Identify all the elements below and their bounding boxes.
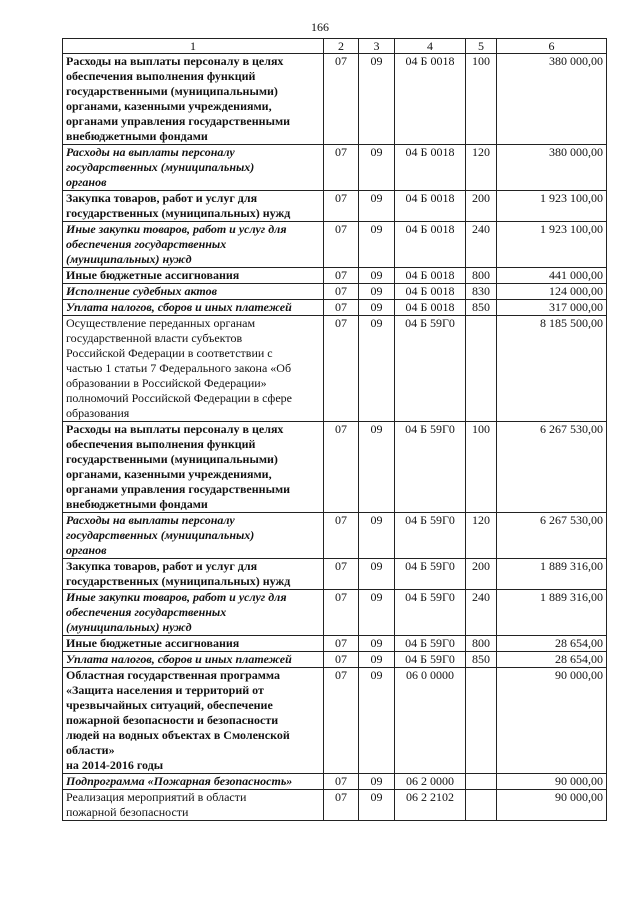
subsection-code: 09 [359,268,395,284]
column-header: 3 [359,39,395,54]
description-line: обеспечения государственных [66,605,227,619]
amount: 1 889 316,00 [497,590,607,636]
description-line: Расходы на выплаты персоналу [66,145,235,159]
description-line: органов [66,175,107,189]
description-line: образования [66,406,130,420]
table-row [63,284,607,300]
row-description [63,284,324,300]
target-article-code: 06 2 2102 [395,790,466,821]
description-line: людей на водных объектах в Смоленской [66,728,290,742]
row-description [63,191,324,222]
description-line: Уплата налогов, сборов и иных платежей [66,300,292,314]
amount: 124 000,00 [497,284,607,300]
section-code: 07 [324,668,359,774]
description-line: внебюджетными фондами [66,497,208,511]
subsection-code: 09 [359,54,395,145]
expense-type-code: 240 [466,590,497,636]
description-line: Расходы на выплаты персоналу [66,513,235,527]
expense-type-code [466,790,497,821]
expense-type-code: 800 [466,636,497,652]
description-line: на 2014-2016 годы [66,758,164,772]
column-header: 5 [466,39,497,54]
description-line: государственных (муниципальных) нужд [66,574,291,588]
subsection-code: 09 [359,222,395,268]
target-article-code: 04 Б 0018 [395,284,466,300]
amount: 6 267 530,00 [497,422,607,513]
table-row [63,513,607,559]
row-description [63,590,324,636]
row-description [63,636,324,652]
amount: 28 654,00 [497,652,607,668]
section-code: 07 [324,300,359,316]
table-row [63,652,607,668]
description-line: Осуществление переданных органам [66,316,256,330]
row-description [63,652,324,668]
description-line: Закупка товаров, работ и услуг для [66,559,258,573]
description-line: (муниципальных) нужд [66,620,192,634]
amount: 1 923 100,00 [497,222,607,268]
description-line: Областная государственная программа [66,668,281,682]
subsection-code: 09 [359,590,395,636]
amount: 1 889 316,00 [497,559,607,590]
subsection-code: 09 [359,636,395,652]
expense-type-code [466,668,497,774]
section-code: 07 [324,191,359,222]
page-number: 166 [311,20,329,34]
table-row [63,268,607,284]
expense-type-code: 850 [466,300,497,316]
description-line: Уплата налогов, сборов и иных платежей [66,652,292,666]
description-line: Реализация мероприятий в области [66,790,247,804]
section-code: 07 [324,590,359,636]
expense-type-code: 200 [466,191,497,222]
expense-type-code: 240 [466,222,497,268]
amount: 90 000,00 [497,668,607,774]
target-article-code: 04 Б 0018 [395,300,466,316]
expense-type-code: 100 [466,422,497,513]
target-article-code: 04 Б 0018 [395,54,466,145]
description-line: органами управления государственными [66,114,291,128]
row-description [63,774,324,790]
section-code: 07 [324,559,359,590]
description-line: государственных (муниципальных) [66,160,255,174]
table-row [63,636,607,652]
description-line: Иные бюджетные ассигнования [66,636,240,650]
table-row [63,559,607,590]
description-line: органов [66,543,107,557]
subsection-code: 09 [359,300,395,316]
description-line: Иные закупки товаров, работ и услуг для [66,222,287,236]
description-line: частью 1 статьи 7 Федерального закона «Об [66,361,292,375]
description-line: (муниципальных) нужд [66,252,192,266]
table-row [63,790,607,821]
section-code: 07 [324,316,359,422]
description-line: пожарной безопасности и безопасности [66,713,279,727]
table-row [63,316,607,422]
row-description [63,54,324,145]
target-article-code: 04 Б 0018 [395,222,466,268]
section-code: 07 [324,774,359,790]
section-code: 07 [324,636,359,652]
table-row [63,774,607,790]
row-description [63,316,324,422]
amount: 90 000,00 [497,790,607,821]
row-description [63,222,324,268]
amount: 90 000,00 [497,774,607,790]
description-line: государственных (муниципальных) нужд [66,206,291,220]
description-line: Расходы на выплаты персоналу в целях [66,422,284,436]
section-code: 07 [324,790,359,821]
target-article-code: 06 2 0000 [395,774,466,790]
section-code: 07 [324,222,359,268]
description-line: чрезвычайных ситуаций, обеспечение [66,698,273,712]
target-article-code: 04 Б 0018 [395,268,466,284]
section-code: 07 [324,145,359,191]
description-line: Российской Федерации в соответствии с [66,346,273,360]
description-line: обеспечения государственных [66,237,227,251]
expense-type-code [466,316,497,422]
amount: 380 000,00 [497,145,607,191]
subsection-code: 09 [359,668,395,774]
target-article-code: 04 Б 59Г0 [395,636,466,652]
table-row [63,222,607,268]
subsection-code: 09 [359,284,395,300]
row-description [63,513,324,559]
description-line: Подпрограмма «Пожарная безопасность» [66,774,293,788]
target-article-code: 04 Б 59Г0 [395,559,466,590]
row-description [63,268,324,284]
budget-table [62,38,607,821]
target-article-code: 04 Б 0018 [395,145,466,191]
table-row [63,668,607,774]
target-article-code: 04 Б 59Г0 [395,652,466,668]
subsection-code: 09 [359,422,395,513]
description-line: «Защита населения и территорий от [66,683,264,697]
description-line: пожарной безопасности [66,805,189,819]
section-code: 07 [324,422,359,513]
column-header: 4 [395,39,466,54]
description-line: Иные бюджетные ассигнования [66,268,240,282]
row-description [63,300,324,316]
subsection-code: 09 [359,774,395,790]
table-row [63,422,607,513]
column-header: 6 [497,39,607,54]
section-code: 07 [324,268,359,284]
row-description [63,422,324,513]
description-line: органами, казенными учреждениями, [66,99,272,113]
target-article-code: 04 Б 59Г0 [395,513,466,559]
description-line: области» [66,743,115,757]
expense-type-code: 850 [466,652,497,668]
expense-type-code: 120 [466,145,497,191]
section-code: 07 [324,652,359,668]
expense-type-code: 200 [466,559,497,590]
amount: 6 267 530,00 [497,513,607,559]
description-line: государственными (муниципальными) [66,84,278,98]
description-line: образовании в Российской Федерации» [66,376,267,390]
amount: 1 923 100,00 [497,191,607,222]
description-line: государственной власти субъектов [66,331,243,345]
subsection-code: 09 [359,790,395,821]
amount: 317 000,00 [497,300,607,316]
description-line: внебюджетными фондами [66,129,208,143]
description-line: Закупка товаров, работ и услуг для [66,191,258,205]
description-line: органами, казенными учреждениями, [66,467,272,481]
section-code: 07 [324,54,359,145]
section-code: 07 [324,284,359,300]
column-header: 2 [324,39,359,54]
description-line: полномочий Российской Федерации в сфере [66,391,292,405]
table-row [63,191,607,222]
amount: 28 654,00 [497,636,607,652]
amount: 8 185 500,00 [497,316,607,422]
row-description [63,668,324,774]
subsection-code: 09 [359,513,395,559]
section-code: 07 [324,513,359,559]
target-article-code: 04 Б 0018 [395,191,466,222]
subsection-code: 09 [359,652,395,668]
expense-type-code: 120 [466,513,497,559]
expense-type-code: 830 [466,284,497,300]
target-article-code: 04 Б 59Г0 [395,590,466,636]
target-article-code: 06 0 0000 [395,668,466,774]
subsection-code: 09 [359,316,395,422]
target-article-code: 04 Б 59Г0 [395,316,466,422]
table-row [63,54,607,145]
subsection-code: 09 [359,559,395,590]
table-row [63,145,607,191]
row-description [63,145,324,191]
description-line: Иные закупки товаров, работ и услуг для [66,590,287,604]
column-number-row [63,39,607,54]
row-description [63,559,324,590]
column-header: 1 [63,39,324,54]
table-row [63,300,607,316]
subsection-code: 09 [359,145,395,191]
description-line: обеспечения выполнения функций [66,437,256,451]
description-line: государственными (муниципальными) [66,452,278,466]
amount: 380 000,00 [497,54,607,145]
target-article-code: 04 Б 59Г0 [395,422,466,513]
expense-type-code: 100 [466,54,497,145]
expense-type-code: 800 [466,268,497,284]
description-line: Расходы на выплаты персоналу в целях [66,54,284,68]
subsection-code: 09 [359,191,395,222]
amount: 441 000,00 [497,268,607,284]
row-description [63,790,324,821]
description-line: органами управления государственными [66,482,291,496]
expense-type-code [466,774,497,790]
description-line: обеспечения выполнения функций [66,69,256,83]
table-row [63,590,607,636]
description-line: Исполнение судебных актов [66,284,217,298]
description-line: государственных (муниципальных) [66,528,255,542]
